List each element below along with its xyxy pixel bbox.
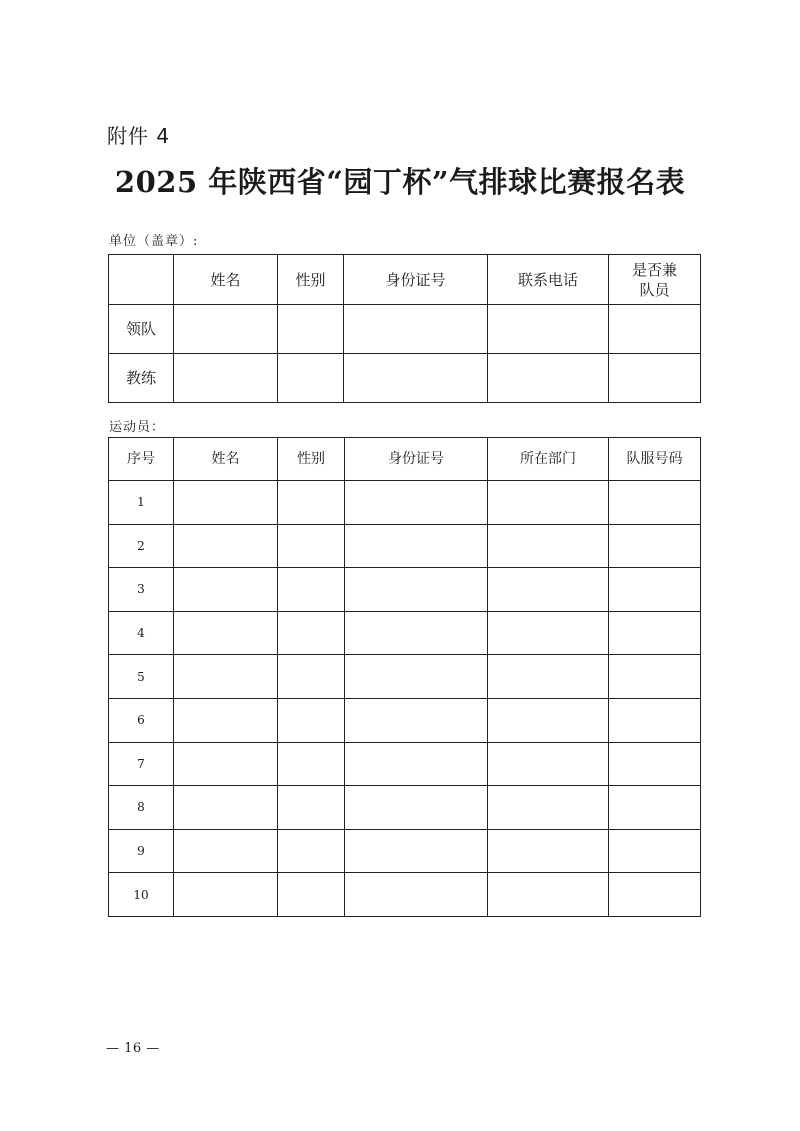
staff-id-cell[interactable] <box>344 305 488 354</box>
staff-name-cell[interactable] <box>174 305 278 354</box>
athlete-department-cell[interactable] <box>488 742 609 786</box>
athlete-seq-cell: 1 <box>109 481 174 525</box>
athletes-header-name: 姓名 <box>174 438 278 481</box>
staff-gender-cell[interactable] <box>278 305 344 354</box>
staff-header-role <box>109 255 174 305</box>
athlete-id-cell[interactable] <box>345 481 488 525</box>
athlete-row <box>109 481 701 525</box>
athlete-gender-cell[interactable] <box>278 524 345 568</box>
athlete-gender-cell[interactable] <box>278 829 345 873</box>
staff-also-player-cell[interactable] <box>609 305 701 354</box>
athlete-id-cell[interactable] <box>345 829 488 873</box>
staff-header-row <box>109 255 701 305</box>
page-number: — 16 — <box>106 1041 160 1056</box>
athlete-name-cell[interactable] <box>174 829 278 873</box>
athletes-header-row <box>109 438 701 481</box>
athletes-header-department: 所在部门 <box>488 438 609 481</box>
staff-header-gender: 性别 <box>278 255 344 305</box>
athletes-table <box>108 437 701 917</box>
athlete-id-cell[interactable] <box>345 786 488 830</box>
athlete-jersey-cell[interactable] <box>609 524 701 568</box>
athlete-row <box>109 611 701 655</box>
athlete-seq-cell: 7 <box>109 742 174 786</box>
athlete-department-cell[interactable] <box>488 524 609 568</box>
athlete-row <box>109 524 701 568</box>
athlete-row <box>109 568 701 612</box>
athlete-department-cell[interactable] <box>488 568 609 612</box>
athlete-gender-cell[interactable] <box>278 655 345 699</box>
athlete-jersey-cell[interactable] <box>609 873 701 917</box>
athlete-jersey-cell[interactable] <box>609 698 701 742</box>
athlete-department-cell[interactable] <box>488 786 609 830</box>
staff-table <box>108 254 701 403</box>
staff-row-leader <box>109 305 701 354</box>
athlete-name-cell[interactable] <box>174 655 278 699</box>
staff-role-cell: 教练 <box>109 354 174 403</box>
athlete-gender-cell[interactable] <box>278 698 345 742</box>
athlete-row <box>109 655 701 699</box>
athletes-header-id-number: 身份证号 <box>345 438 488 481</box>
athlete-department-cell[interactable] <box>488 655 609 699</box>
athlete-row <box>109 829 701 873</box>
athletes-header-seq: 序号 <box>109 438 174 481</box>
athlete-row <box>109 742 701 786</box>
athlete-seq-cell: 2 <box>109 524 174 568</box>
athlete-jersey-cell[interactable] <box>609 786 701 830</box>
athlete-gender-cell[interactable] <box>278 568 345 612</box>
athlete-id-cell[interactable] <box>345 524 488 568</box>
athlete-department-cell[interactable] <box>488 481 609 525</box>
staff-header-id-number: 身份证号 <box>344 255 488 305</box>
athlete-seq-cell: 3 <box>109 568 174 612</box>
athlete-gender-cell[interactable] <box>278 742 345 786</box>
athlete-name-cell[interactable] <box>174 873 278 917</box>
athlete-id-cell[interactable] <box>345 698 488 742</box>
athlete-name-cell[interactable] <box>174 786 278 830</box>
form-title: 2025 年陕西省“园丁杯”气排球比赛报名表 <box>114 165 686 199</box>
staff-role-cell: 领队 <box>109 305 174 354</box>
staff-also-player-cell[interactable] <box>609 354 701 403</box>
athlete-gender-cell[interactable] <box>278 611 345 655</box>
staff-gender-cell[interactable] <box>278 354 344 403</box>
athletes-header-gender: 性别 <box>278 438 345 481</box>
staff-phone-cell[interactable] <box>488 354 609 403</box>
athlete-id-cell[interactable] <box>345 611 488 655</box>
attachment-label: 附件 4 <box>107 124 171 148</box>
athlete-seq-cell: 5 <box>109 655 174 699</box>
athletes-label: 运动员： <box>109 420 166 435</box>
athlete-jersey-cell[interactable] <box>609 568 701 612</box>
athlete-gender-cell[interactable] <box>278 873 345 917</box>
athlete-seq-cell: 8 <box>109 786 174 830</box>
athlete-jersey-cell[interactable] <box>609 742 701 786</box>
athlete-id-cell[interactable] <box>345 873 488 917</box>
athlete-row <box>109 873 701 917</box>
athlete-name-cell[interactable] <box>174 611 278 655</box>
athlete-id-cell[interactable] <box>345 655 488 699</box>
athlete-id-cell[interactable] <box>345 568 488 612</box>
athlete-name-cell[interactable] <box>174 524 278 568</box>
athlete-name-cell[interactable] <box>174 568 278 612</box>
athlete-seq-cell: 9 <box>109 829 174 873</box>
staff-header-phone: 联系电话 <box>488 255 609 305</box>
unit-stamp-label: 单位（盖章）: <box>109 234 199 249</box>
staff-name-cell[interactable] <box>174 354 278 403</box>
athlete-department-cell[interactable] <box>488 611 609 655</box>
athlete-department-cell[interactable] <box>488 698 609 742</box>
athlete-name-cell[interactable] <box>174 698 278 742</box>
athlete-department-cell[interactable] <box>488 829 609 873</box>
athletes-header-jersey-number: 队服号码 <box>609 438 701 481</box>
athlete-jersey-cell[interactable] <box>609 481 701 525</box>
athlete-jersey-cell[interactable] <box>609 829 701 873</box>
athlete-id-cell[interactable] <box>345 742 488 786</box>
athlete-seq-cell: 6 <box>109 698 174 742</box>
athlete-gender-cell[interactable] <box>278 786 345 830</box>
athlete-jersey-cell[interactable] <box>609 611 701 655</box>
athlete-seq-cell: 10 <box>109 873 174 917</box>
staff-header-also-player: 是否兼 队员 <box>609 255 701 305</box>
staff-id-cell[interactable] <box>344 354 488 403</box>
staff-row-coach <box>109 354 701 403</box>
athlete-name-cell[interactable] <box>174 481 278 525</box>
athlete-name-cell[interactable] <box>174 742 278 786</box>
staff-phone-cell[interactable] <box>488 305 609 354</box>
athlete-row <box>109 786 701 830</box>
staff-header-name: 姓名 <box>174 255 278 305</box>
athlete-gender-cell[interactable] <box>278 481 345 525</box>
athlete-jersey-cell[interactable] <box>609 655 701 699</box>
athlete-row <box>109 698 701 742</box>
athlete-seq-cell: 4 <box>109 611 174 655</box>
athlete-department-cell[interactable] <box>488 873 609 917</box>
